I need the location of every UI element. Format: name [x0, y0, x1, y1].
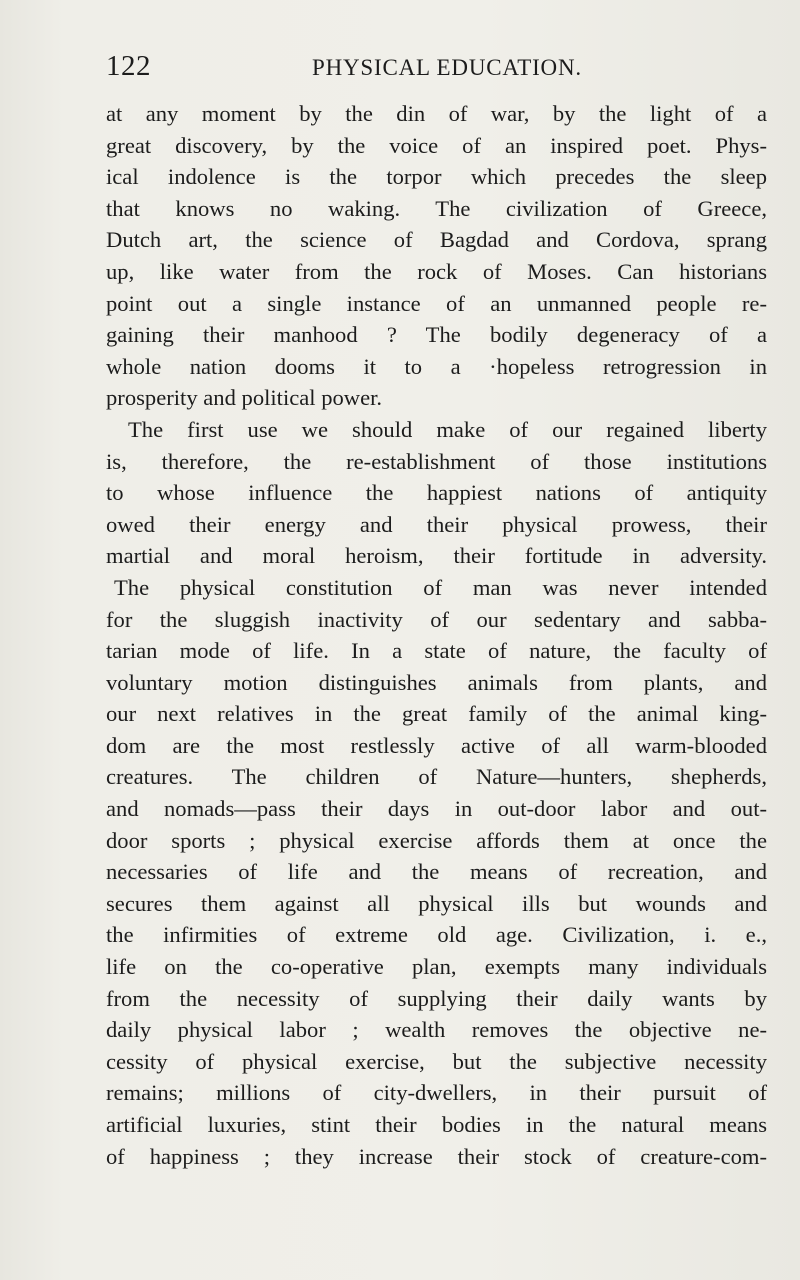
text-line: great discovery, by the voice of an inspired poet. Phys- [106, 132, 767, 158]
page-header [106, 50, 726, 90]
paragraph-end-line: prosperity and political power. [106, 385, 383, 411]
text-line: from the necessity of supplying their daily wants by [106, 985, 767, 1011]
text-line: cessity of physical exercise, but the subjective necessity [106, 1048, 767, 1074]
text-line: creatures. The children of Nature—hunters, shepherds, [106, 764, 767, 790]
text-line: of happiness ; they increase their stock of creature-com- [106, 1143, 767, 1169]
text-line: and nomads—pass their days in out-door labor and out- [106, 796, 767, 822]
text-line: door sports ; physical exercise affords them at once the [106, 827, 767, 853]
body-text [106, 98, 767, 1172]
text-line: voluntary motion distinguishes animals from plants, and [106, 669, 767, 695]
text-line: tarian mode of life. In a state of nature, the faculty of [106, 638, 767, 664]
text-line: Dutch art, the science of Bagdad and Cordova, sprang [106, 227, 767, 253]
text-line: that knows no waking. The civilization of Greece, [106, 195, 767, 221]
text-line: ical indolence is the torpor which precedes the sleep [106, 164, 767, 190]
text-line: to whose influence the happiest nations of antiquity [106, 480, 767, 506]
text-line: artificial luxuries, stint their bodies in the natural means [106, 1112, 767, 1137]
text-line: up, like water from the rock of Moses. Can historians [106, 258, 767, 284]
text-line: gaining their manhood ? The bodily degeneracy of a [106, 322, 767, 348]
text-line: daily physical labor ; wealth removes the objective ne- [106, 1017, 767, 1043]
text-line: our next relatives in the great family of the animal king- [106, 701, 767, 727]
page-number: 122 [106, 50, 151, 82]
text-line: whole nation dooms it to a ·hopeless retrogression in [106, 353, 767, 379]
text-line: The physical constitution of man was never intended [114, 574, 767, 600]
text-line: dom are the most restlessly active of all warm-blooded [106, 732, 767, 758]
text-line: for the sluggish inactivity of our sedentary and sabba- [106, 606, 767, 632]
text-line: point out a single instance of an unmanned people re- [106, 290, 767, 316]
text-line: the infirmities of extreme old age. Civilization, i. e., [106, 922, 767, 948]
text-line: martial and moral heroism, their fortitude in adversity. [106, 543, 767, 569]
text-line: necessaries of life and the means of recreation, and [106, 859, 767, 885]
paragraph-start-line: The first use we should make of our regained liberty [128, 416, 767, 442]
text-line: is, therefore, the re-establishment of those institutions [106, 448, 767, 474]
text-line: life on the co-operative plan, exempts many individuals [106, 954, 767, 980]
running-title: PHYSICAL EDUCATION. [312, 55, 582, 80]
text-line: at any moment by the din of war, by the light of a [106, 101, 767, 126]
text-line: secures them against all physical ills but wounds and [106, 890, 767, 916]
text-line: remains; millions of city-dwellers, in their pursuit of [106, 1080, 767, 1106]
text-line: owed their energy and their physical prowess, their [106, 511, 767, 537]
